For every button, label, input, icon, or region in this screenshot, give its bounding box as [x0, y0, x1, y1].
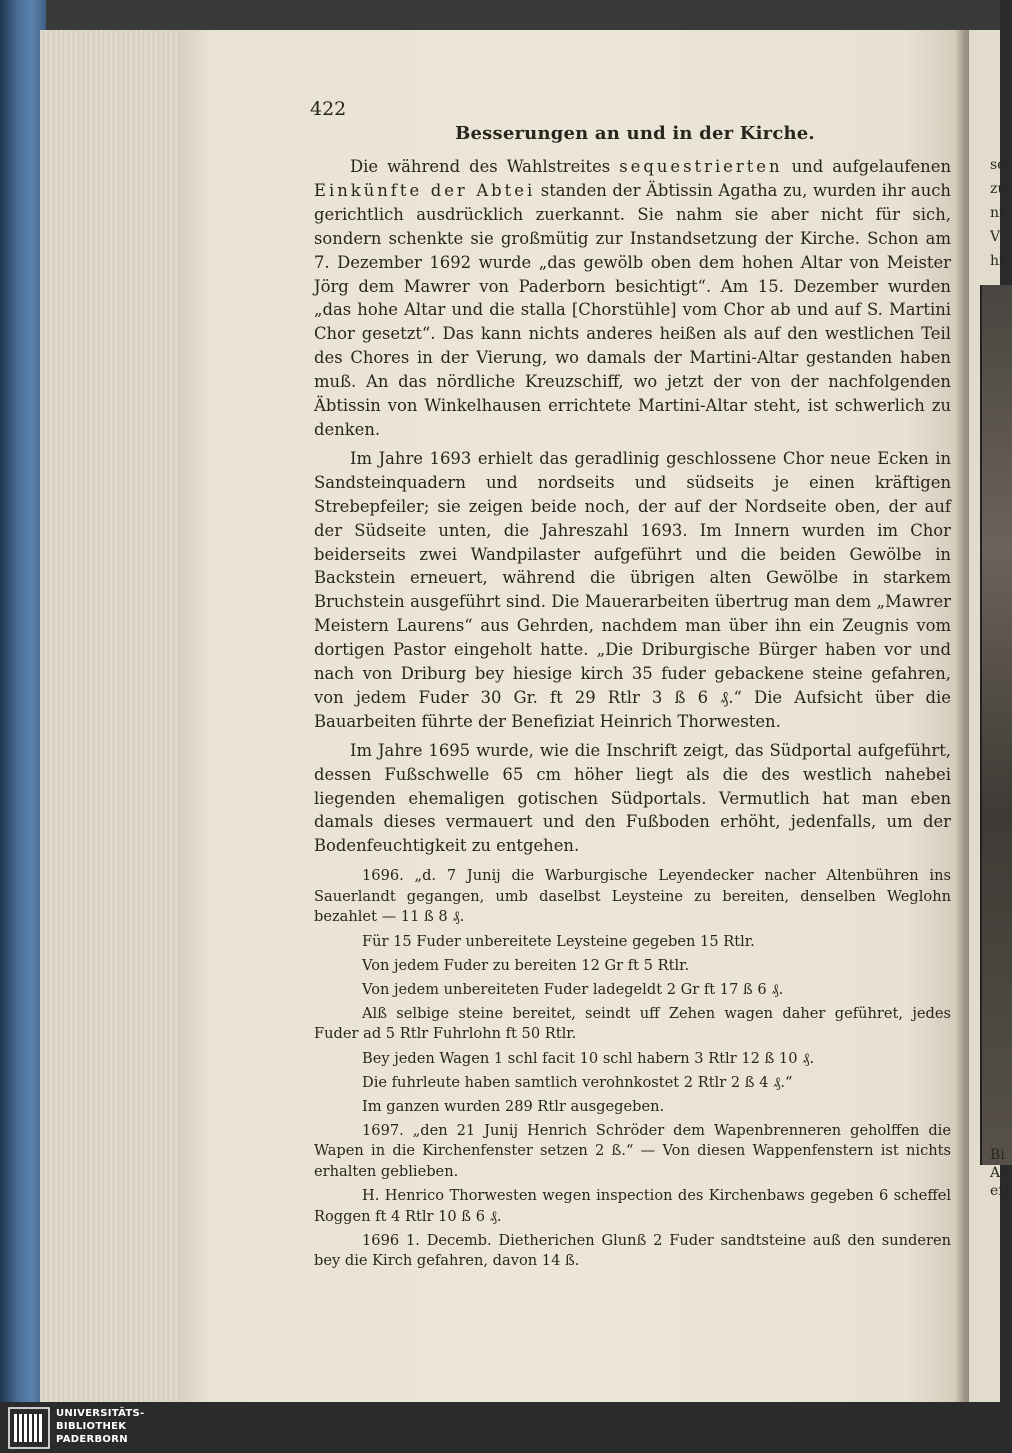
facing-page-fragment: erl	[990, 1183, 1010, 1199]
spaced-text-run: Einkünfte der Abtei	[314, 180, 536, 200]
body-text	[314, 155, 951, 1272]
page-block-edge	[40, 30, 180, 1402]
paragraph: Im Jahre 1695 wurde, wie die Inschrift zeigt, das Südportal aufgeführt, dessen Fußschwelle 65 cm höher liegt als die des westlich nahebei liegenden ehemaligen gotischen Südportals. Vermutlich hat man eben damals dieses vermauert und den Fußboden erhöht, jedenfalls, um der Bodenfeuchtigkeit zu entgehen.	[314, 740, 951, 856]
facing-page-edge	[966, 30, 1010, 1402]
paragraph	[314, 155, 951, 442]
facing-page-fragment: se	[990, 157, 1006, 173]
quoted-record: H. Henrico Thorwesten wegen inspection des Kirchenbaws gegeben 6 scheffel Roggen ft 4 Rtlr 10 ß 6 ₰.	[314, 1187, 951, 1225]
library-name-line: UNIVERSITÄTS-	[56, 1408, 145, 1419]
quoted-record: Für 15 Fuder unbereitete Leysteine gegeben 15 Rtlr.	[362, 932, 755, 950]
page-number: 422	[310, 98, 347, 120]
quoted-record: 1697. „den 21 Junij Henrich Schröder dem Wapenbrenneren geholffen die Wapen in die Kirchenfenster setzen 2 ß.“ — Von diesen Wappenfenstern ist nichts erhalten geblieben.	[314, 1121, 951, 1180]
text-run: standen der Äbtissin Agatha zu, wurden ihr auch gerichtlich ausdrücklich zuerkannt. Sie nahm sie aber nicht für sich, sondern schenkte sie großmütig zur Instandsetzung der Kirche. Schon am 7. Dezember 1692 wurde „das gewölb oben dem hohen Altar von Meister Jörg dem Mawrer von Paderborn besichtigt“. Am 15. Dezember wurden „das hohe Altar und die stalla [Chorstühle] vom Chor ab und auf S. Martini Chor gesetzt“. Das kann nichts anderes heißen als auf den westlichen Teil des Chores in der Vierung, wo damals der Martini-Altar gestanden haben muß. An das nördliche Kreuzschiff, wo jetzt der von der nachfolgenden Äbtissin von Winkelhausen errichtete Martini-Altar steht, ist schwerlich zu denken.	[314, 180, 951, 439]
facing-page-photo	[980, 285, 1012, 1165]
quoted-record: Von jedem Fuder zu bereiten 12 Gr ft 5 Rtlr.	[362, 956, 690, 974]
quoted-record: Die fuhrleute haben samtlich verohnkostet 2 Rtlr 2 ß 4 ₰.“	[362, 1073, 793, 1091]
facing-page-fragment: V	[990, 229, 1001, 245]
quoted-record: Im ganzen wurden 289 Rtlr ausgegeben.	[362, 1097, 665, 1115]
paragraph: Im Jahre 1693 erhielt das geradlinig geschlossene Chor neue Ecken in Sandsteinquadern und nordseits und südseits je einen kräftigen Strebepfeiler; sie zeigen beide noch, der auf der Nordseite oben, der auf der Südseite unten, die Jahreszahl 1693. Im Innern wurden im Chor beiderseits zwei Wandpilaster aufgeführt und die beiden Gewölbe in Backstein erneuert, während die übrigen alten Gewölbe in starkem Bruchstein ausgeführt sind. Die Mauerarbeiten übertrug man dem „Mawrer Meistern Laurens“ aus Gehrden, nachdem man über ihn ein Zeugnis vom dortigen Pastor eingeholt hatte. „Die Driburgische Bürger haben vor und nach von Driburg bey hiesige kirch 35 fuder gebackene steine gefahren, von jedem Fuder 30 Gr. ft 29 Rtlr 3 ß 6 ₰.“ Die Aufsicht über die Bauarbeiten führte der Benefiziat Heinrich Thorwesten.	[314, 448, 951, 731]
quoted-record: 1696. „d. 7 Junij die Warburgische Leyendecker nacher Altenbühren ins Sauerlandt gegangen, umb daselbst Leysteine zu bereiten, denselben Weglohn bezahlet — 11 ß 8 ₰.	[314, 867, 951, 926]
facing-page-fragment: zu	[990, 181, 1007, 197]
section-heading: Besserungen an und in der Kirche.	[455, 123, 815, 144]
library-name	[56, 1407, 145, 1446]
university-library-logo-icon	[8, 1407, 50, 1449]
quoted-record: Bey jeden Wagen 1 schl facit 10 schl habern 3 Rtlr 12 ß 10 ₰.	[362, 1049, 815, 1067]
text-run: und aufgelaufenen	[782, 157, 951, 176]
facing-page-fragment: hi	[990, 253, 1004, 269]
quoted-record: Von jedem unbereiteten Fuder ladegeldt 2 Gr ft 17 ß 6 ₰.	[362, 980, 784, 998]
library-name-line: PADERBORN	[56, 1434, 128, 1445]
facing-page-fragment: ni	[990, 205, 1004, 221]
quoted-record: 1696 1. Decemb. Dietherichen Glunß 2 Fuder sandtsteine auß den sunderen bey die Kirch gefahren, davon 14 ß.	[314, 1231, 951, 1270]
library-name-line: BIBLIOTHEK	[56, 1421, 127, 1432]
spaced-text-run: sequestrierten	[619, 157, 783, 176]
facing-page-fragment: Bi	[990, 1147, 1005, 1163]
text-run: Die während des Wahlstreites	[350, 157, 620, 176]
quoted-record: Alß selbige steine bereitet, seindt uff Zehen wagen daher geführet, jedes Fuder ad 5 Rtlr Fuhrlohn ft 50 Rtlr.	[314, 1004, 951, 1043]
gutter-shadow	[955, 30, 969, 1402]
facing-page-fragment: Ar	[990, 1165, 1007, 1181]
library-footer	[0, 1402, 1000, 1453]
